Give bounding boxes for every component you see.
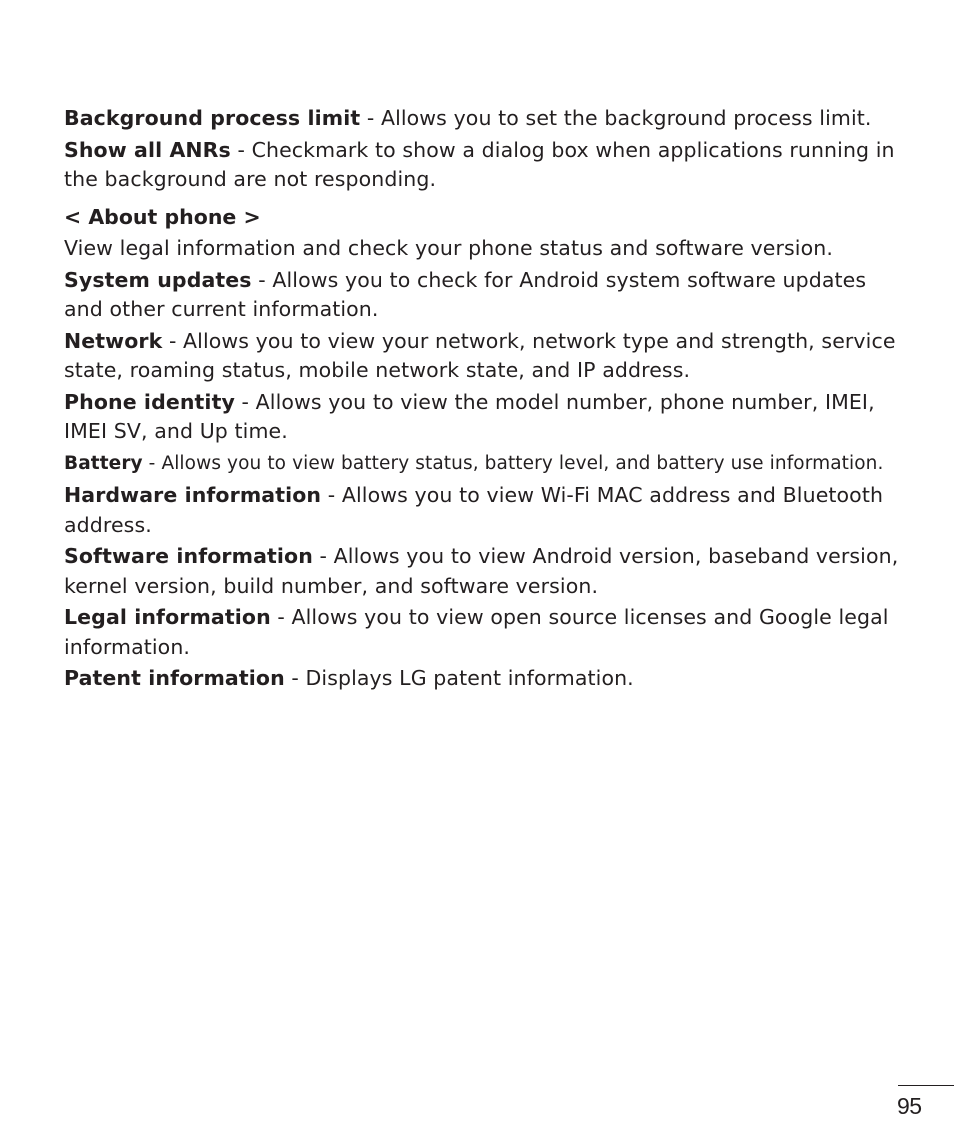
- entry-battery: [64, 449, 904, 479]
- entry-phone-identity: [64, 388, 904, 447]
- entry-description: - Allows you to view Wi-Fi MAC address and Bluetooth address.: [64, 483, 884, 537]
- entry-description: - Allows you to view the model number, phone number, IMEI, IMEI SV, and Up time.: [64, 389, 875, 443]
- entry-legal-information: [64, 603, 904, 662]
- manual-page-content: [64, 104, 904, 696]
- entry-term: Hardware information: [64, 483, 322, 507]
- entry-term: Legal information: [64, 605, 271, 629]
- entry-description: - Allows you to view Android version, baseband version, kernel version, build number, and software version.: [64, 544, 899, 598]
- entry-term: Show all ANRs: [64, 137, 231, 162]
- entry-term: Patent information: [64, 666, 285, 690]
- entry-description: - Checkmark to show a dialog box when applications running in the background are not responding.: [64, 137, 895, 191]
- page-number: 95: [897, 1093, 922, 1119]
- entry-term: System updates: [64, 267, 252, 292]
- entry-hardware-information: [64, 481, 904, 540]
- entry-term: Background process limit: [64, 106, 361, 130]
- section-intro: View legal information and check your phone status and software version.: [64, 236, 833, 260]
- entry-term: Battery: [64, 452, 143, 474]
- entry-description: - Allows you to view your network, network type and strength, service state, roaming status, mobile network state, and IP address.: [64, 328, 896, 382]
- entry-description: - Allows you to check for Android system software updates and other current information.: [64, 267, 867, 321]
- entry-software-information: [64, 542, 904, 601]
- entry-description: - Displays LG patent information.: [284, 666, 634, 690]
- entry-term: Network: [64, 328, 163, 353]
- entry-network: [64, 327, 904, 386]
- entry-term: Phone identity: [64, 389, 235, 414]
- page-number-divider: [898, 1085, 954, 1086]
- entry-description: - Allows you to set the background process limit.: [360, 106, 872, 130]
- entry-description: - Allows you to view open source licenses and Google legal information.: [64, 605, 889, 659]
- section-heading-about-phone: < About phone >: [64, 204, 261, 229]
- entry-background-process-limit: [64, 104, 904, 134]
- entry-term: Software information: [64, 544, 313, 568]
- entry-patent-information: [64, 664, 904, 694]
- entry-system-updates: [64, 266, 904, 325]
- entry-show-all-anrs: [64, 136, 904, 195]
- entry-description: - Allows you to view battery status, battery level, and battery use information.: [142, 452, 884, 474]
